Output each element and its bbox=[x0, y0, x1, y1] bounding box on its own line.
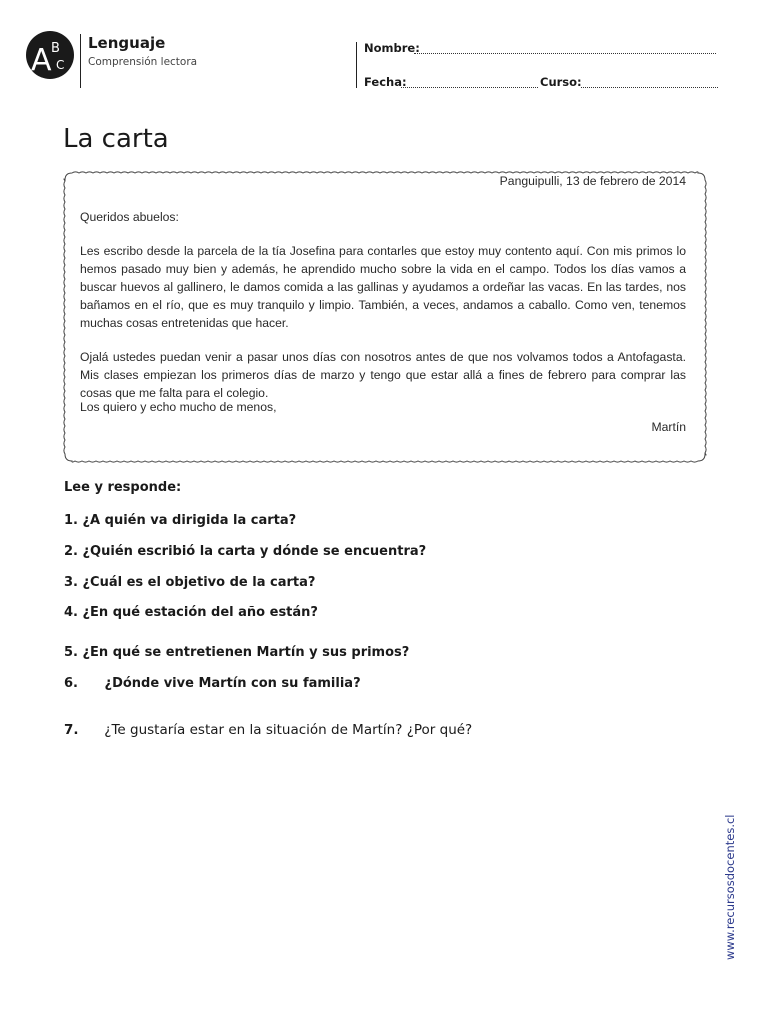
abc-logo-icon bbox=[25, 30, 75, 80]
question-2 bbox=[64, 544, 426, 559]
letter-body bbox=[80, 172, 686, 436]
question-6 bbox=[64, 676, 361, 691]
question-7 bbox=[64, 722, 472, 738]
watermark-text: www.recursosdocentes.cl bbox=[723, 814, 737, 960]
question-4 bbox=[64, 605, 318, 620]
curso-label: Curso: bbox=[540, 75, 582, 89]
question-5 bbox=[64, 645, 409, 660]
question-number: 5. bbox=[64, 645, 78, 660]
page-title: La carta bbox=[63, 124, 169, 154]
question-text: ¿A quién va dirigida la carta? bbox=[82, 513, 297, 528]
letter-greeting: Queridos abuelos: bbox=[80, 210, 179, 224]
question-text: ¿Dónde vive Martín con su familia? bbox=[104, 676, 361, 691]
question-number: 3. bbox=[64, 575, 78, 590]
fecha-label: Fecha: bbox=[364, 75, 407, 89]
question-text: ¿Cuál es el objetivo de la carta? bbox=[82, 575, 316, 590]
nombre-field[interactable] bbox=[414, 53, 716, 54]
fecha-field[interactable] bbox=[401, 87, 538, 88]
question-text: ¿En qué estación del año están? bbox=[82, 605, 318, 620]
question-3 bbox=[64, 575, 315, 590]
question-text: ¿Quién escribió la carta y dónde se encuentra? bbox=[82, 544, 427, 559]
letter-closing: Los quiero y echo mucho de menos, bbox=[80, 400, 277, 414]
question-number: 2. bbox=[64, 544, 78, 559]
question-number: 4. bbox=[64, 605, 78, 620]
letter-paragraph-2: Ojalá ustedes puedan venir a pasar unos días con nosotros antes de que nos volvamos todos a Antofagasta. Mis clases empiezan los primeros días de marzo y tengo que estar allá a fines de febrero para comprar las cosas que me falta para el colegio. bbox=[80, 350, 686, 400]
nombre-label: Nombre: bbox=[364, 41, 420, 55]
letter-signature: Martín bbox=[651, 420, 686, 434]
letter-date: Panguipulli, 13 de febrero de 2014 bbox=[499, 174, 686, 188]
header-divider bbox=[80, 34, 81, 88]
letter-paragraph-1: Les escribo desde la parcela de la tía Josefina para contarles que estoy muy contento aquí. Con mis primos lo hemos pasado muy bien y además, he aprendido mucho sobre la vida en el campo. Todos los días vamos a buscar huevos al gallinero, le damos comida a las gallinas y ayudamos a ordeñar las vacas. En las tardes, nos bañamos en el río, que es muy tranquilo y limpio. También, a veces, andamos a caballo. Como ven, tenemos muchas cosas entretenidas que hacer. bbox=[80, 244, 686, 330]
question-number: 6. bbox=[64, 676, 78, 691]
fields-divider bbox=[356, 42, 357, 88]
question-number: 7. bbox=[64, 722, 79, 738]
logo-letter-c: C bbox=[56, 58, 65, 72]
question-text: ¿Te gustaría estar en la situación de Martín? ¿Por qué? bbox=[104, 722, 473, 738]
question-number: 1. bbox=[64, 513, 78, 528]
watermark-link[interactable] bbox=[722, 814, 762, 960]
logo-letter-b: B bbox=[51, 41, 60, 56]
curso-field[interactable] bbox=[581, 87, 718, 88]
instructions: Lee y responde: bbox=[64, 480, 182, 495]
subject-subtitle: Comprensión lectora bbox=[88, 56, 198, 68]
subject-title: Lenguaje bbox=[88, 34, 166, 52]
logo-letter-a: A bbox=[31, 43, 52, 78]
question-text: ¿En qué se entretienen Martín y sus primos? bbox=[82, 645, 410, 660]
question-1 bbox=[64, 513, 296, 528]
